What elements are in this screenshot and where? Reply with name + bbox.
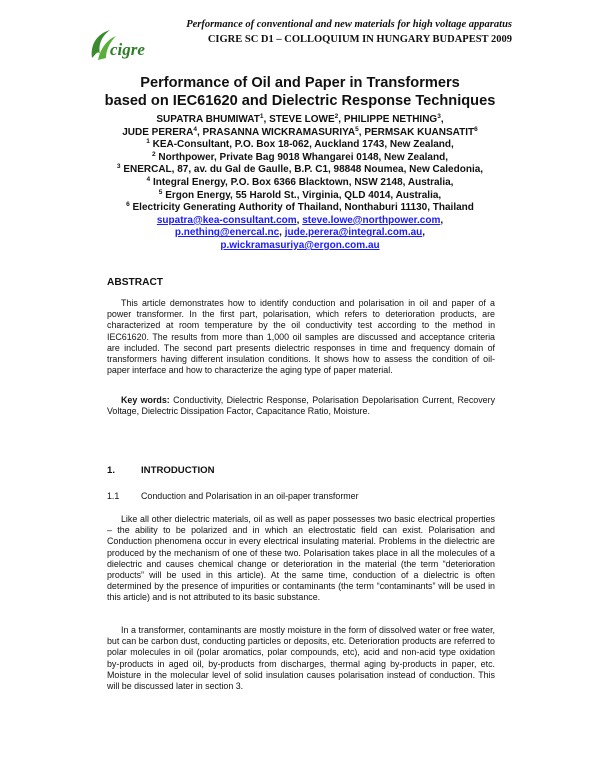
- abstract-heading: ABSTRACT: [107, 277, 164, 288]
- author-sup: 4: [193, 125, 197, 133]
- affiliation-sup: 5: [158, 188, 163, 196]
- email-link[interactable]: jude.perera@integral.com.au: [284, 227, 423, 239]
- author-line-1: SUPATRA BHUMIWAT$^1$, STEVE LOWE$^2$, PHILIPPE NETHING$^3$,: [156, 113, 444, 125]
- author-name: STEVE LOWE: [269, 114, 335, 125]
- author-name: PERMSAK KUANSATIT: [364, 126, 475, 138]
- author-sup: 1: [259, 113, 264, 120]
- title-line-2: based on IEC61620 and Dielectric Response Techniques: [104, 93, 496, 109]
- affiliation: [40, 177, 560, 190]
- intro-paragraph-1: Like all other dielectric materials, oil as well as paper possesses two basic electrical properties – the ability to be polarized and in which an electrostatic field can exist. Polarisation and Conduction phenomena occur in every electrical insulating material. Problems in the dielectric are produced by the mechanism of one of these two. Polarisation takes place in all the molecules of a dielectric and causes chemical change or deterioration in the material (the term “deterioration products” will be used in this article). At the same time, conduction of a dielectric is often determined by the presence of impurities or contaminants (the term “contaminants” will be used in this article) and is not attributed to its basic substance.: [107, 514, 495, 603]
- paper-title: [60, 74, 540, 110]
- author-name: PRASANNA WICKRAMASURIYA: [202, 126, 356, 138]
- affiliation-text: Northpower, Private Bag 9018 Whangarei 0148, New Zealand,: [158, 151, 448, 163]
- author-sup: 5: [355, 125, 359, 133]
- email-line-1: supatra@kea-consultant.com, steve.lowe@northpower.com,: [156, 214, 444, 226]
- author-block: [40, 114, 560, 253]
- affiliation: [40, 164, 560, 177]
- affiliation-sup: 3: [116, 163, 121, 171]
- svg-text:cigre: cigre: [110, 40, 145, 59]
- affiliation-text: Integral Energy, P.O. Box 6366 Blacktown, NSW 2148, Australia,: [152, 176, 454, 188]
- email-link[interactable]: p.nething@enercal.nc: [174, 227, 280, 239]
- author-name: SUPATRA BHUMIWAT: [156, 114, 260, 125]
- header-colloquium: CIGRE SC D1 – COLLOQUIUM IN HUNGARY BUDAPEST 2009: [207, 34, 512, 45]
- author-sup: 6: [474, 125, 478, 133]
- keywords-text: Conductivity, Dielectric Response, Polarisation Depolarisation Current, Recovery Voltage, Dielectric Dissipation Factor, Capacitance Ratio, Moisture.: [107, 395, 496, 417]
- section-title: INTRODUCTION: [141, 465, 215, 476]
- intro-paragraph-2: In a transformer, contaminants are mostly moisture in the form of dissolved water or free water, but can be carbon dust, conducting particles or deposits, etc. Deterioration products are referred to polar molecules in oil (polar aromatics, polar compounds, etc), acid and non-acid type oxidation by-products in aged oil, by-products from discharges, thermal aging by-products in paper, etc. Moisture in the molecular level of solid insulation causes polarisation instead of conduction. This will be discussed later in section 3.: [107, 625, 495, 692]
- section-number: 1.: [107, 465, 116, 476]
- affiliation-sup: 2: [152, 150, 156, 158]
- abstract-text: This article demonstrates how to identify conduction and polarisation in oil and paper of a power transformer. In the first part, polarisation, which refers to deterioration products, are characterized at room temperature by the oil conductivity test according to the method in IEC61620. The results from more than 1,000 oil samples are discussed and acceptance criteria are included. The second part presents dielectric responses in time and frequency domain of transformers having different insulation conditions. It shows how to assess the condition of oil-paper interface and how to characterize the aging type of paper material.: [107, 298, 495, 376]
- affiliation-text: KEA-Consultant, P.O. Box 18-062, Auckland 1743, New Zealand,: [152, 139, 454, 151]
- affiliation-text: Electricity Generating Authority of Thailand, Nonthaburi 11130, Thailand: [132, 202, 474, 214]
- header-conference-theme: Performance of conventional and new materials for high voltage apparatus: [186, 19, 512, 30]
- author-name: PHILIPPE NETHING: [343, 114, 438, 125]
- subsection-number: 1.1: [107, 491, 120, 501]
- subsection-title: Conduction and Polarisation in an oil-paper transformer: [141, 491, 359, 501]
- email-link[interactable]: steve.lowe@northpower.com: [302, 214, 441, 226]
- affiliation: [40, 139, 560, 152]
- author-sup: 2: [334, 113, 339, 120]
- affiliation-text: ENERCAL, 87, av. du Gal de Gaulle, B.P. C1, 98848 Noumea, New Caledonia,: [123, 164, 484, 176]
- author-line-2: JUDE PERERA$^4$, PRASANNA WICKRAMASURIYA$^5$, PERMSAK KUANSATIT$^6$: [122, 125, 478, 138]
- cigre-logo: [88, 28, 160, 62]
- email-link[interactable]: supatra@kea-consultant.com: [156, 214, 297, 226]
- author-name: JUDE PERERA: [122, 126, 194, 138]
- email-link[interactable]: p.wickramasuriya@ergon.com.au: [220, 239, 380, 251]
- keywords: [107, 395, 495, 417]
- affiliation-text: Ergon Energy, 55 Harold St., Virginia, QLD 4014, Australia,: [165, 189, 442, 201]
- author-sup: 3: [437, 113, 441, 120]
- email-line-2: p.nething@enercal.nc, jude.perera@integral.com.au,: [174, 227, 426, 239]
- affiliation: [40, 190, 560, 203]
- affiliation-sup: 1: [146, 138, 150, 146]
- email-line-3: [40, 240, 560, 253]
- affiliation: [40, 202, 560, 215]
- affiliation-sup: 6: [126, 201, 130, 209]
- keywords-label: Key words:: [121, 395, 170, 405]
- affiliation-sup: 4: [146, 175, 151, 183]
- title-line-1: Performance of Oil and Paper in Transformers: [140, 75, 460, 91]
